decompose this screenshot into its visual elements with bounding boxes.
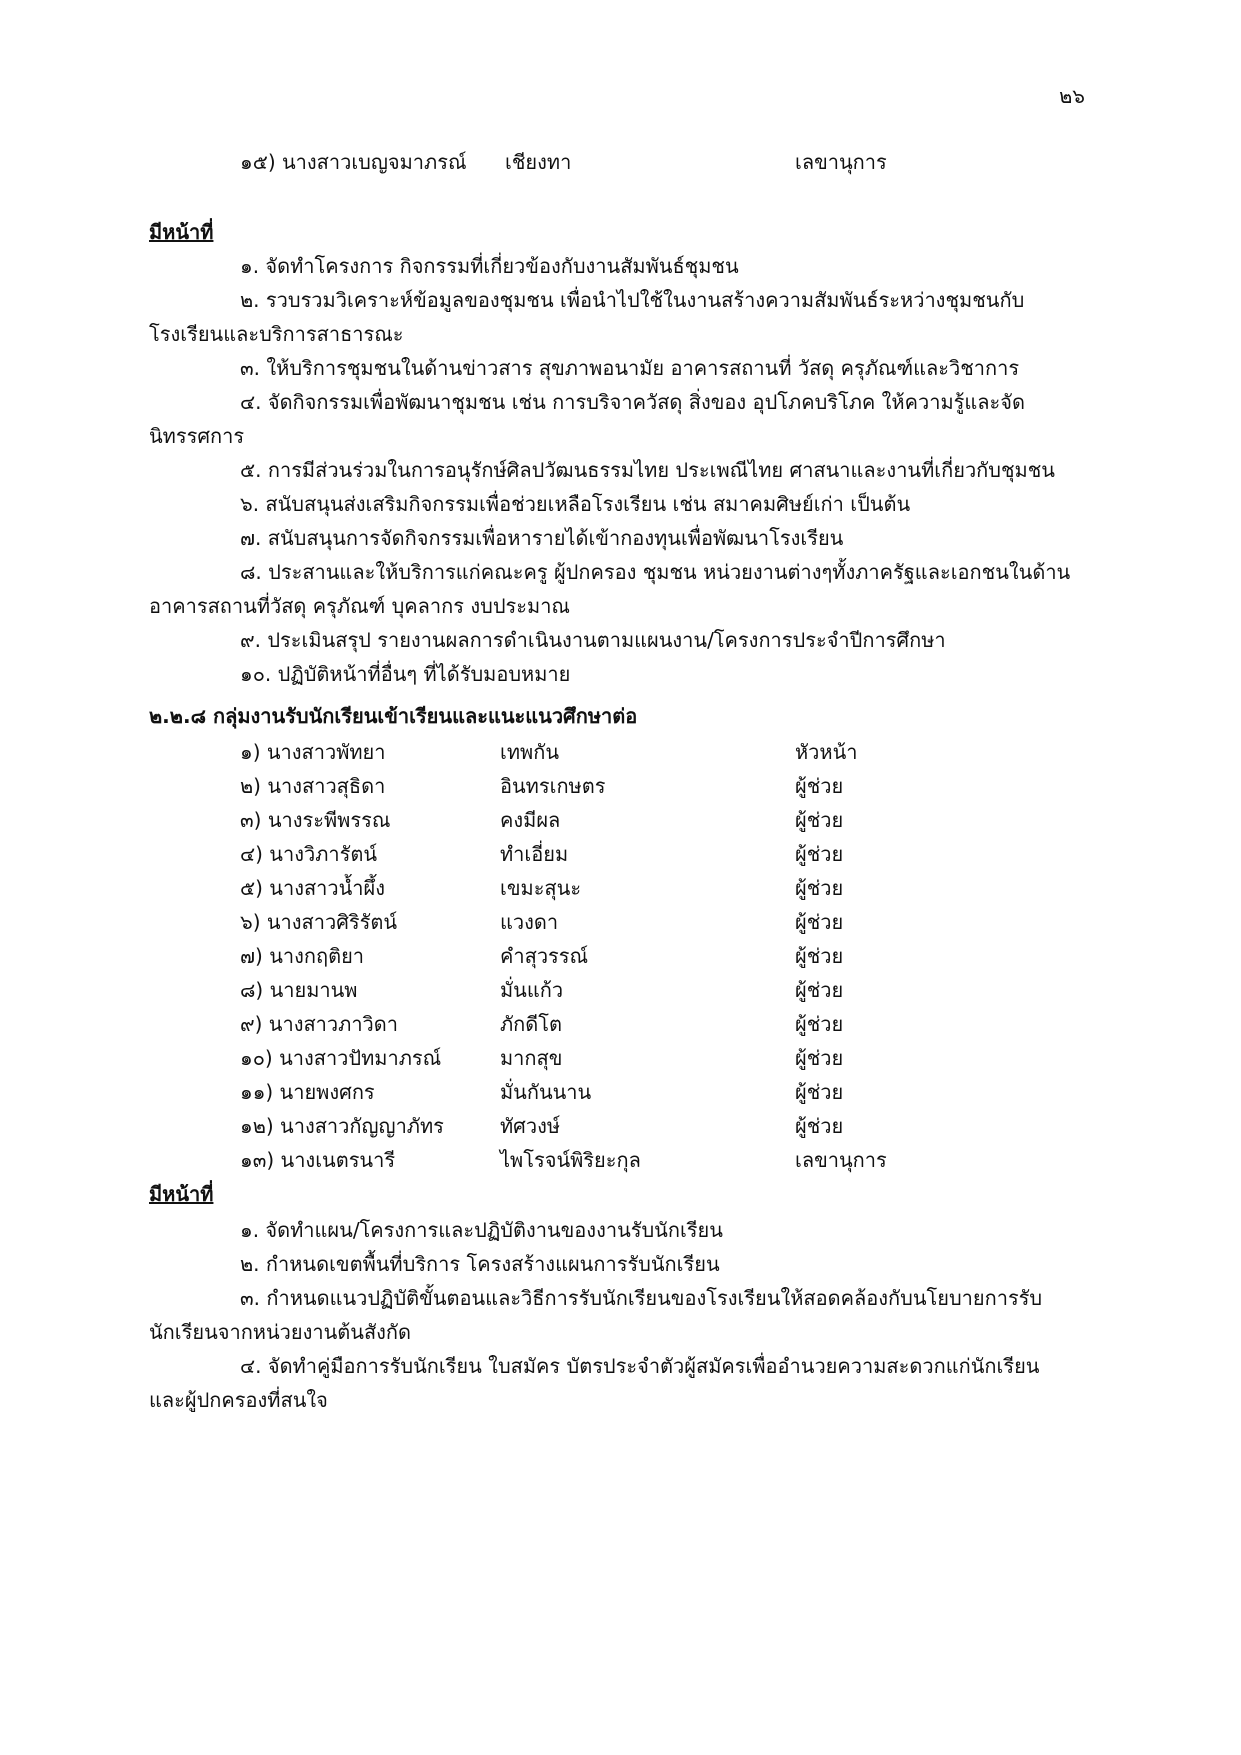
member-name: ๓) นางระพีพรรณ (240, 808, 391, 832)
member-name: ๒) นางสาวสุธิดา (240, 774, 386, 798)
member-surname: อินทรเกษตร (500, 774, 606, 798)
member-name: ๔) นางวิภารัตน์ (240, 842, 378, 866)
member-role: ผู้ช่วย (795, 842, 844, 866)
member-name: ๘) นายมานพ (240, 978, 358, 1002)
member-name: ๑๐) นางสาวปัทมาภรณ์ (240, 1046, 442, 1070)
duty-item: ๙. ประเมินสรุป รายงานผลการดำเนินงานตามแผนงาน/โครงการประจำปีการศึกษา (240, 628, 946, 652)
duty-item: ๑๐. ปฏิบัติหน้าที่อื่นๆ ที่ได้รับมอบหมาย (240, 662, 571, 686)
member-role: ผู้ช่วย (795, 1012, 844, 1036)
duty-item-continuation: อาคารสถานที่วัสดุ ครุภัณฑ์ บุคลากร งบประมาณ (149, 594, 570, 618)
duty-item-continuation: และผู้ปกครองที่สนใจ (149, 1388, 328, 1412)
member-name: ๑๕) นางสาวเบญจมาภรณ์ (240, 150, 467, 174)
duty-item: ๗. สนับสนุนการจัดกิจกรรมเพื่อหารายได้เข้ากองทุนเพื่อพัฒนาโรงเรียน (240, 526, 844, 550)
member-surname: เขมะสุนะ (500, 876, 582, 900)
duties-heading: มีหน้าที่ (149, 1182, 214, 1206)
duties-heading: มีหน้าที่ (149, 220, 214, 244)
member-surname: ภักดีโต (500, 1012, 563, 1036)
duty-item-continuation: นักเรียนจากหน่วยงานต้นสังกัด (149, 1320, 412, 1344)
member-role: ผู้ช่วย (795, 1080, 844, 1104)
member-surname: คงมีผล (500, 808, 561, 832)
member-name: ๑๒) นางสาวกัญญาภัทร (240, 1114, 444, 1138)
member-role: ผู้ช่วย (795, 876, 844, 900)
member-surname: มั่นกันนาน (500, 1080, 592, 1104)
member-role: ผู้ช่วย (795, 774, 844, 798)
member-role: เลขานุการ (795, 150, 887, 174)
member-role: ผู้ช่วย (795, 1114, 844, 1138)
member-role: ผู้ช่วย (795, 978, 844, 1002)
section-title: ๒.๒.๘ กลุ่มงานรับนักเรียนเข้าเรียนและแนะแนวศึกษาต่อ (149, 704, 638, 728)
duty-item: ๓. กำหนดแนวปฏิบัติขั้นตอนและวิธีการรับนักเรียนของโรงเรียนให้สอดคล้องกับนโยบายการรับ (240, 1286, 1043, 1310)
duty-item: ๖. สนับสนุนส่งเสริมกิจกรรมเพื่อช่วยเหลือโรงเรียน เช่น สมาคมศิษย์เก่า เป็นต้น (240, 492, 911, 516)
duty-item: ๑. จัดทำโครงการ กิจกรรมที่เกี่ยวข้องกับงานสัมพันธ์ชุมชน (240, 254, 739, 278)
duty-item: ๔. จัดทำคู่มือการรับนักเรียน ใบสมัคร บัตรประจำตัวผู้สมัครเพื่ออำนวยความสะดวกแก่นักเรียน (240, 1354, 1040, 1378)
member-name: ๑๑) นายพงศกร (240, 1080, 375, 1104)
duty-item: ๒. กำหนดเขตพื้นที่บริการ โครงสร้างแผนการรับนักเรียน (240, 1252, 720, 1276)
member-surname: มั่นแก้ว (500, 978, 564, 1002)
member-surname: แวงดา (500, 910, 559, 934)
duty-item: ๕. การมีส่วนร่วมในการอนุรักษ์ศิลปวัฒนธรรมไทย ประเพณีไทย ศาสนาและงานที่เกี่ยวกับชุมชน (240, 458, 1055, 482)
duty-item: ๓. ให้บริการชุมชนในด้านข่าวสาร สุขภาพอนามัย อาคารสถานที่ วัสดุ ครุภัณฑ์และวิชาการ (240, 356, 1020, 380)
member-surname: ทำเอี่ยม (500, 842, 569, 866)
member-name: ๑๓) นางเนตรนารี (240, 1148, 396, 1172)
member-surname: ไพโรจน์พิริยะกุล (500, 1148, 641, 1172)
member-surname: คำสุวรรณ์ (500, 944, 589, 968)
member-role: ผู้ช่วย (795, 808, 844, 832)
member-name: ๙) นางสาวภาวิดา (240, 1012, 399, 1036)
duty-item-continuation: โรงเรียนและบริการสาธารณะ (149, 322, 404, 346)
duty-item: ๒. รวบรวมวิเคราะห์ข้อมูลของชุมชน เพื่อนำไปใช้ในงานสร้างความสัมพันธ์ระหว่างชุมชนกับ (240, 288, 1025, 312)
member-surname: เชียงทา (505, 150, 572, 174)
member-surname: เทพกัน (500, 740, 559, 764)
member-role: ผู้ช่วย (795, 1046, 844, 1070)
member-name: ๖) นางสาวศิริรัตน์ (240, 910, 398, 934)
member-role: เลขานุการ (795, 1148, 887, 1172)
member-name: ๕) นางสาวน้ำผึ้ง (240, 876, 386, 900)
member-surname: ทัศวงษ์ (500, 1114, 561, 1138)
duty-item: ๔. จัดกิจกรรมเพื่อพัฒนาชุมชน เช่น การบริจาควัสดุ สิ่งของ อุปโภคบริโภค ให้ความรู้และจัด (240, 390, 1025, 414)
page-number: ๒๖ (1059, 84, 1085, 108)
member-role: ผู้ช่วย (795, 944, 844, 968)
member-surname: มากสุข (500, 1046, 563, 1070)
member-name: ๑) นางสาวพัทยา (240, 740, 386, 764)
member-name: ๗) นางกฤติยา (240, 944, 365, 968)
duty-item: ๘. ประสานและให้บริการแก่คณะครู ผู้ปกครอง ชุมชน หน่วยงานต่างๆทั้งภาครัฐและเอกชนในด้าน (240, 560, 1071, 584)
member-role: หัวหน้า (795, 740, 858, 764)
duty-item-continuation: นิทรรศการ (149, 424, 245, 448)
member-role: ผู้ช่วย (795, 910, 844, 934)
duty-item: ๑. จัดทำแผน/โครงการและปฏิบัติงานของงานรับนักเรียน (240, 1218, 723, 1242)
